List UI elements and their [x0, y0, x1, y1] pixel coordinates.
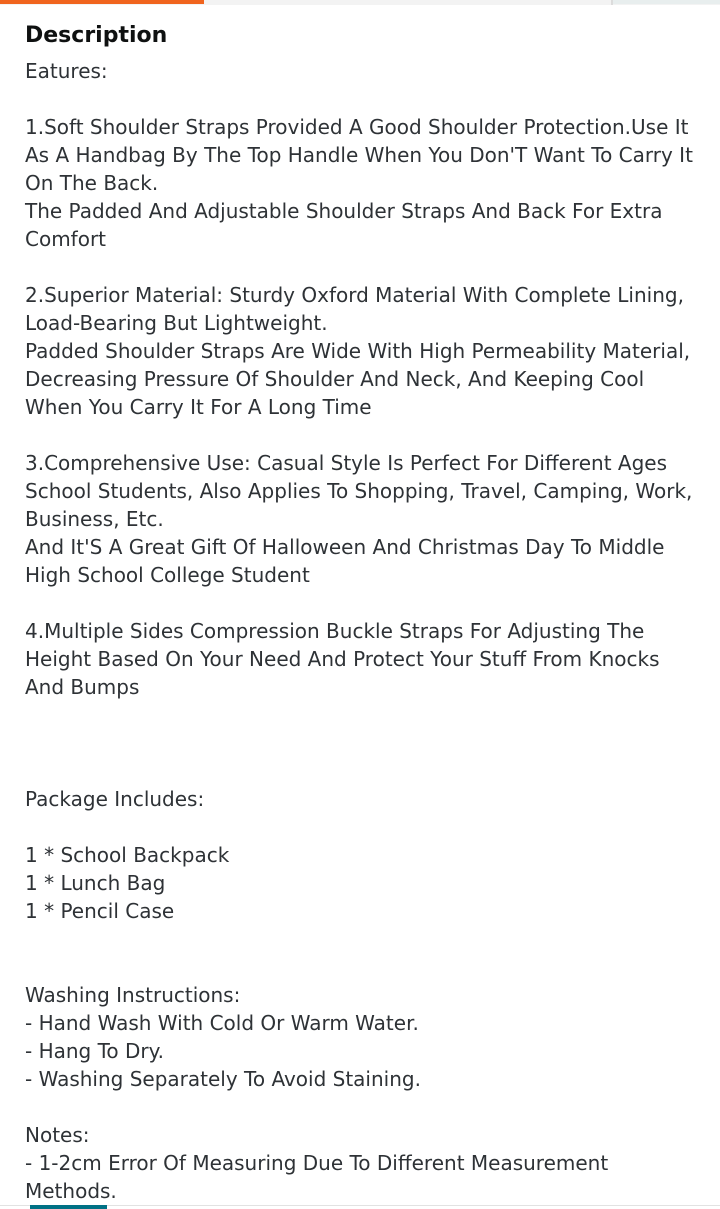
- section-title: Description: [25, 23, 168, 48]
- description-section: [25, 21, 695, 1205]
- bottom-divider: [0, 1205, 720, 1206]
- bottom-tab-indicator: [30, 1205, 107, 1209]
- description-body: Eatures: 1.Soft Shoulder Straps Provided A Good Shoulder Protection.Use It As A Handbag By The Top Handle When You Don'T Want To Carry It On The Back. The Padded And Adjustable Shoulder Straps And Back For Extra Comfort 2.Superior Material: Sturdy Oxford Material With Complete Lining, Load-Bearing But Lightweight. Padded Shoulder Straps Are Wide With High Permeability Material, Decreasing Pressure Of Shoulder And Neck, And Keeping Cool When You Carry It For A Long Time 3.Comprehensive Use: Casual Style Is Perfect For Different Ages School Students, Also Applies To Shopping, Travel, Camping, Work, Business, Etc. And It'S A Great Gift Of Halloween And Christmas Day To Middle High School College Student 4.Multiple Sides Compression Buckle Straps For Adjusting The Height Based On Your Need And Protect Your Stuff From Knocks And Bumps Package Includes: 1 * School Backpack 1 * Lunch Bag 1 * Pencil Case Washing Instructions: - Hand Wash With Cold Or Warm Water. - Hang To Dry. - Washing Separately To Avoid Staining. Notes: - 1-2cm Error Of Measuring Due To Different Measurement Methods.: [25, 59, 693, 1203]
- top-tab-bar: [0, 0, 720, 5]
- active-tab-indicator: [0, 0, 204, 4]
- tab-segment[interactable]: [613, 0, 720, 4]
